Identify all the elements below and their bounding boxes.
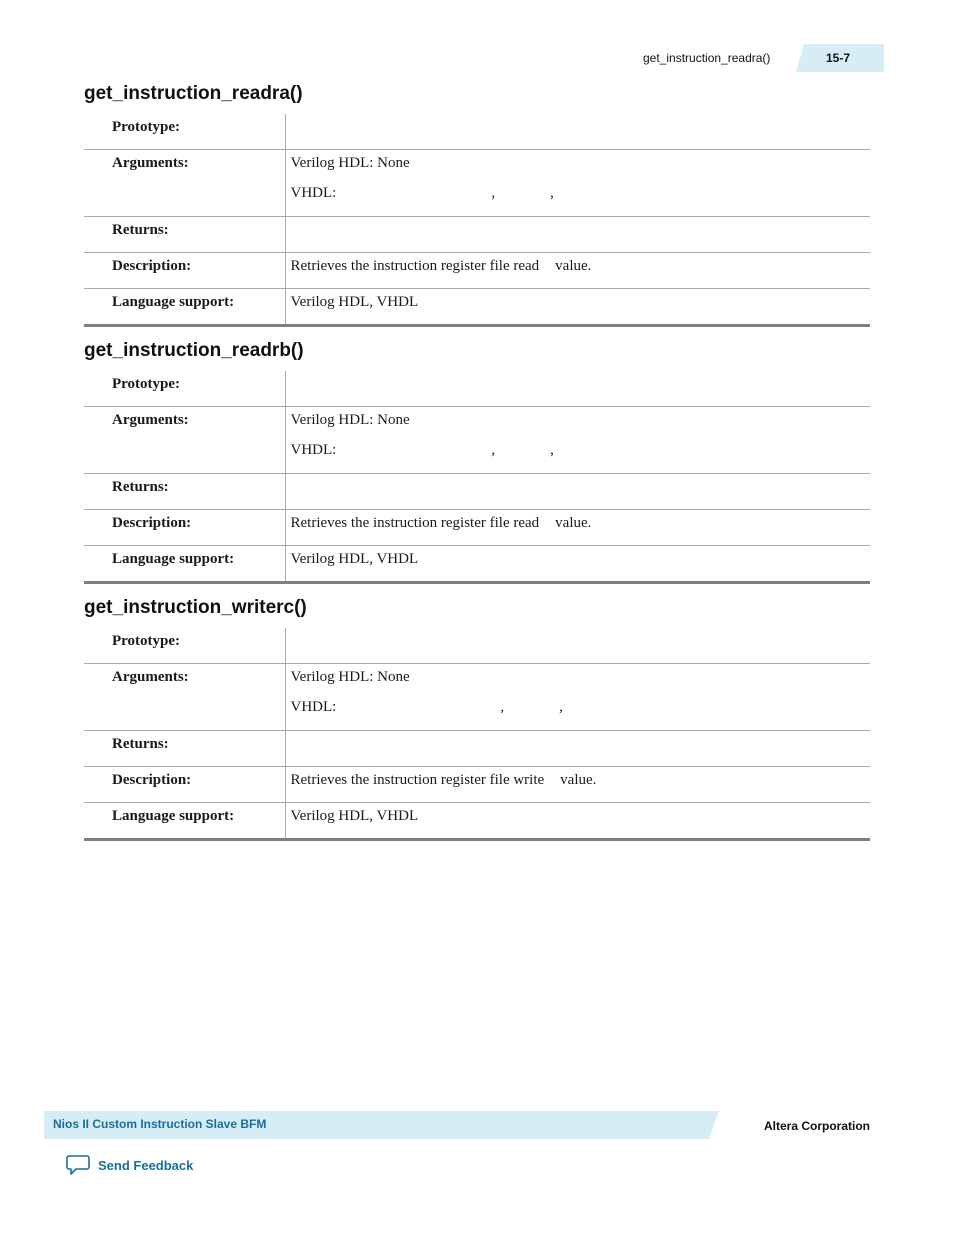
vhdl-prefix: VHDL: [290, 699, 337, 715]
spec-table [84, 371, 870, 584]
returns-value [285, 731, 870, 767]
arguments-vhdl [291, 699, 871, 716]
table-row [84, 150, 870, 217]
table-row [84, 474, 870, 510]
vhdl-prefix: VHDL: [290, 185, 337, 201]
table-row [84, 217, 870, 253]
row-label: Returns: [84, 474, 285, 510]
row-label: Arguments: [84, 150, 285, 217]
description-tail: value. [560, 772, 597, 788]
description-text: Retrieves the instruction register file write [290, 772, 545, 788]
description-text: Retrieves the instruction register file read [290, 258, 540, 274]
api-section-writerc [84, 596, 870, 841]
table-row [84, 510, 870, 546]
table-row [84, 628, 870, 664]
spec-table [84, 628, 870, 841]
table-row [84, 731, 870, 767]
table-row [84, 546, 870, 583]
description-tail: value. [555, 515, 592, 531]
table-row [84, 289, 870, 326]
vhdl-separator: , [559, 699, 563, 715]
footer-company: Altera Corporation [764, 1119, 871, 1133]
row-label: Prototype: [84, 114, 285, 150]
vhdl-separator: , [550, 442, 554, 458]
section-title: get_instruction_readra() [84, 83, 303, 104]
row-label: Arguments: [84, 664, 285, 731]
row-label: Prototype: [84, 628, 285, 664]
row-label: Description: [84, 767, 285, 803]
table-row [84, 664, 870, 731]
arguments-verilog: Verilog HDL: None [290, 412, 410, 428]
row-label: Description: [84, 510, 285, 546]
row-label: Returns: [84, 217, 285, 253]
table-row [84, 253, 870, 289]
row-label: Description: [84, 253, 285, 289]
vhdl-separator: , [500, 699, 505, 715]
table-row [84, 407, 870, 474]
section-title: get_instruction_writerc() [84, 597, 307, 618]
table-row [84, 767, 870, 803]
arguments-verilog: Verilog HDL: None [290, 155, 410, 171]
footer-doc-title[interactable]: Nios II Custom Instruction Slave BFM [53, 1117, 267, 1131]
table-row [84, 371, 870, 407]
row-label: Arguments: [84, 407, 285, 474]
language-value: Verilog HDL, VHDL [285, 546, 870, 583]
section-title: get_instruction_readrb() [84, 340, 304, 361]
prototype-value [285, 371, 870, 407]
description-text: Retrieves the instruction register file read [290, 515, 540, 531]
vhdl-prefix: VHDL: [290, 442, 337, 458]
description-tail: value. [555, 258, 592, 274]
api-section-readra [84, 82, 870, 327]
arguments-vhdl [291, 442, 871, 459]
arguments-verilog: Verilog HDL: None [290, 669, 410, 685]
running-header-section: get_instruction_readra() [643, 51, 771, 65]
arguments-vhdl [291, 185, 871, 202]
row-label: Language support: [84, 546, 285, 583]
vhdl-separator: , [550, 185, 554, 201]
spec-table [84, 114, 870, 327]
send-feedback-link[interactable] [66, 1154, 193, 1176]
language-value: Verilog HDL, VHDL [285, 803, 870, 840]
row-label: Returns: [84, 731, 285, 767]
row-label: Language support: [84, 803, 285, 840]
api-section-readrb [84, 339, 870, 584]
prototype-value [285, 114, 870, 150]
table-row [84, 803, 870, 840]
page-number: 15-7 [826, 51, 851, 65]
speech-bubble-icon [66, 1154, 90, 1176]
language-value: Verilog HDL, VHDL [285, 289, 870, 326]
returns-value [285, 474, 870, 510]
prototype-value [285, 628, 870, 664]
table-row [84, 114, 870, 150]
vhdl-separator: , [491, 442, 496, 458]
vhdl-separator: , [491, 185, 496, 201]
row-label: Language support: [84, 289, 285, 326]
returns-value [285, 217, 870, 253]
row-label: Prototype: [84, 371, 285, 407]
send-feedback-label[interactable]: Send Feedback [98, 1157, 194, 1173]
